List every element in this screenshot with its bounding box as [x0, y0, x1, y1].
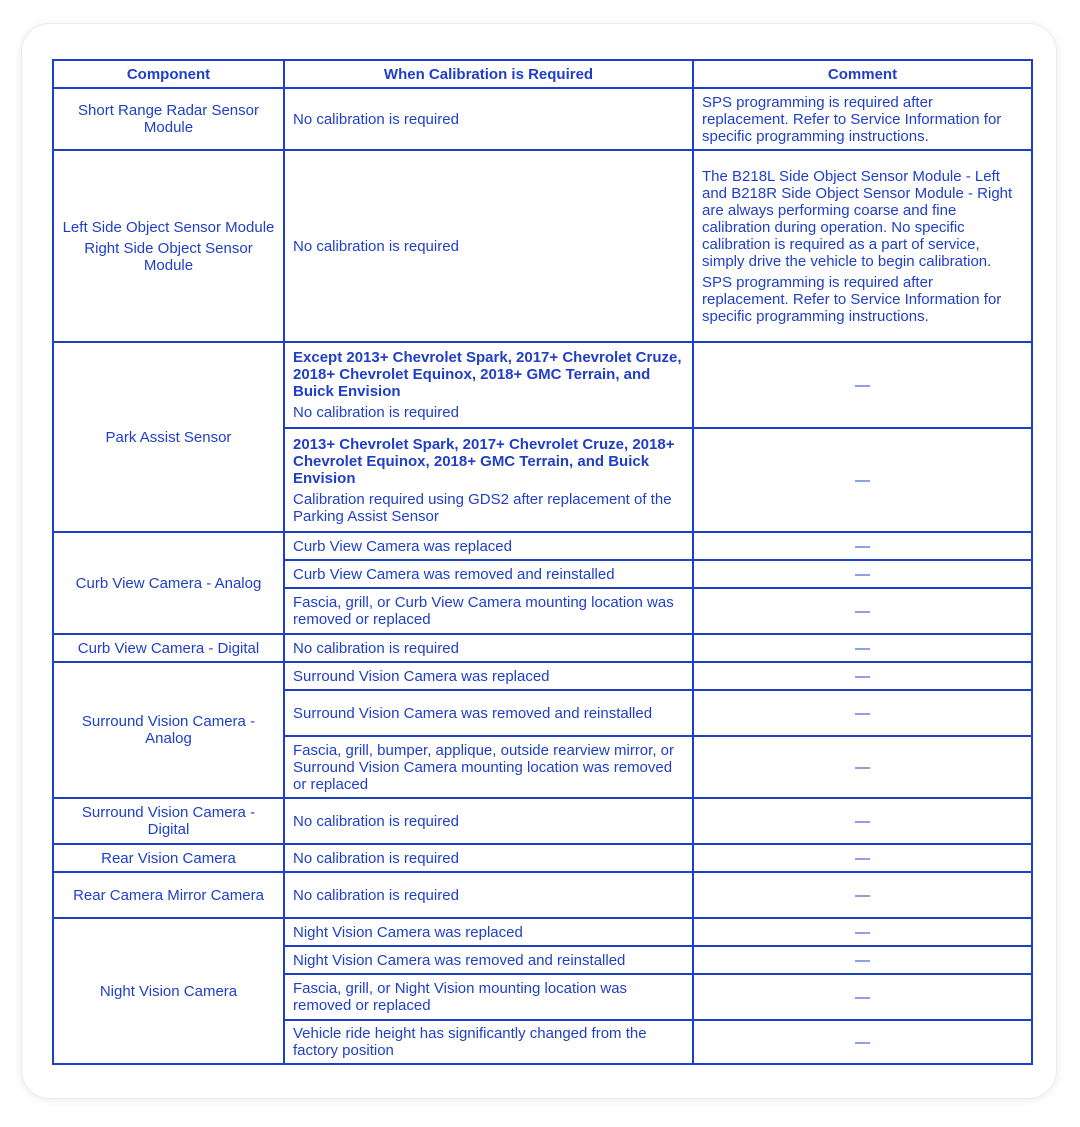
component-cell: Short Range Radar Sensor Module: [53, 88, 284, 150]
header-when: When Calibration is Required: [284, 60, 693, 88]
comment-paragraph: The B218L Side Object Sensor Module - Left and B218R Side Object Sensor Module - Right are always performing coarse and fine calibration during operation. No specific calibration is required as a part of service, simply drive the vehicle to begin calibration.: [702, 167, 1013, 270]
when-cell: No calibration is required: [284, 798, 693, 844]
when-cell: Fascia, grill, or Curb View Camera mounting location was removed or replaced: [284, 588, 693, 634]
table-row: [53, 634, 1032, 662]
comment-paragraph: SPS programming is required after replacement. Refer to Service Information for specific programming instructions.: [702, 273, 1002, 325]
table-row: [53, 532, 1032, 560]
table-row: [53, 88, 1032, 150]
when-cell: Fascia, grill, bumper, applique, outside rearview mirror, or Surround Vision Camera mounting location was removed or replaced: [284, 736, 693, 798]
component-cell: Surround Vision Camera - Analog: [53, 662, 284, 798]
component-cell: Surround Vision Camera - Digital: [53, 798, 284, 844]
when-cell: No calibration is required: [284, 634, 693, 662]
comment-dash: —: [693, 736, 1032, 798]
when-cell: No calibration is required: [284, 872, 693, 918]
condition-text: Calibration required using GDS2 after replacement of the Parking Assist Sensor: [293, 490, 672, 525]
table-row: [53, 342, 1032, 428]
component-cell: Rear Camera Mirror Camera: [53, 872, 284, 918]
comment-dash: —: [693, 588, 1032, 634]
when-cell: [284, 342, 693, 428]
when-cell: No calibration is required: [284, 844, 693, 872]
table-row: [53, 150, 1032, 342]
component-cell: Curb View Camera - Digital: [53, 634, 284, 662]
when-cell: Surround Vision Camera was replaced: [284, 662, 693, 690]
comment-dash: —: [693, 946, 1032, 974]
header-comment: Comment: [693, 60, 1032, 88]
table-row: [53, 844, 1032, 872]
comment-dash: —: [693, 690, 1032, 736]
component-cell: Rear Vision Camera: [53, 844, 284, 872]
comment-dash: —: [693, 872, 1032, 918]
comment-dash: —: [693, 844, 1032, 872]
when-cell: No calibration is required: [284, 150, 693, 342]
when-cell: Night Vision Camera was removed and reinstalled: [284, 946, 693, 974]
comment-dash: —: [693, 532, 1032, 560]
header-component: Component: [53, 60, 284, 88]
condition-text: No calibration is required: [293, 404, 459, 421]
when-cell: Curb View Camera was replaced: [284, 532, 693, 560]
comment-dash: —: [693, 918, 1032, 946]
when-cell: Curb View Camera was removed and reinstalled: [284, 560, 693, 588]
when-cell: Vehicle ride height has significantly changed from the factory position: [284, 1020, 693, 1064]
table-row: [53, 872, 1032, 918]
when-cell: No calibration is required: [284, 88, 693, 150]
when-cell: Surround Vision Camera was removed and reinstalled: [284, 690, 693, 736]
when-cell: Night Vision Camera was replaced: [284, 918, 693, 946]
header-row: [53, 60, 1032, 88]
component-cell: [53, 150, 284, 342]
comment-cell: SPS programming is required after replacement. Refer to Service Information for specific programming instructions.: [693, 88, 1032, 150]
comment-dash: —: [693, 342, 1032, 428]
comment-dash: —: [693, 428, 1032, 532]
comment-dash: —: [693, 1020, 1032, 1064]
component-right: Right Side Object Sensor Module: [84, 239, 253, 274]
condition-title: 2013+ Chevrolet Spark, 2017+ Chevrolet Cruze, 2018+ Chevrolet Equinox, 2018+ GMC Terrain, and Buick Envision: [293, 435, 675, 487]
condition-title: Except 2013+ Chevrolet Spark, 2017+ Chevrolet Cruze, 2018+ Chevrolet Equinox, 2018+ GMC Terrain, and Buick Envision: [293, 349, 682, 400]
calibration-table: [52, 59, 1033, 1065]
table-row: [53, 798, 1032, 844]
component-left: Left Side Object Sensor Module: [62, 218, 275, 236]
comment-dash: —: [693, 798, 1032, 844]
component-cell: Night Vision Camera: [53, 918, 284, 1064]
comment-dash: —: [693, 974, 1032, 1020]
when-cell: Fascia, grill, or Night Vision mounting location was removed or replaced: [284, 974, 693, 1020]
component-cell: Park Assist Sensor: [53, 342, 284, 532]
comment-dash: —: [693, 662, 1032, 690]
when-cell: [284, 428, 693, 532]
comment-cell: [693, 150, 1032, 342]
comment-dash: —: [693, 634, 1032, 662]
table-row: [53, 918, 1032, 946]
comment-dash: —: [693, 560, 1032, 588]
component-cell: Curb View Camera - Analog: [53, 532, 284, 634]
table-row: [53, 662, 1032, 690]
